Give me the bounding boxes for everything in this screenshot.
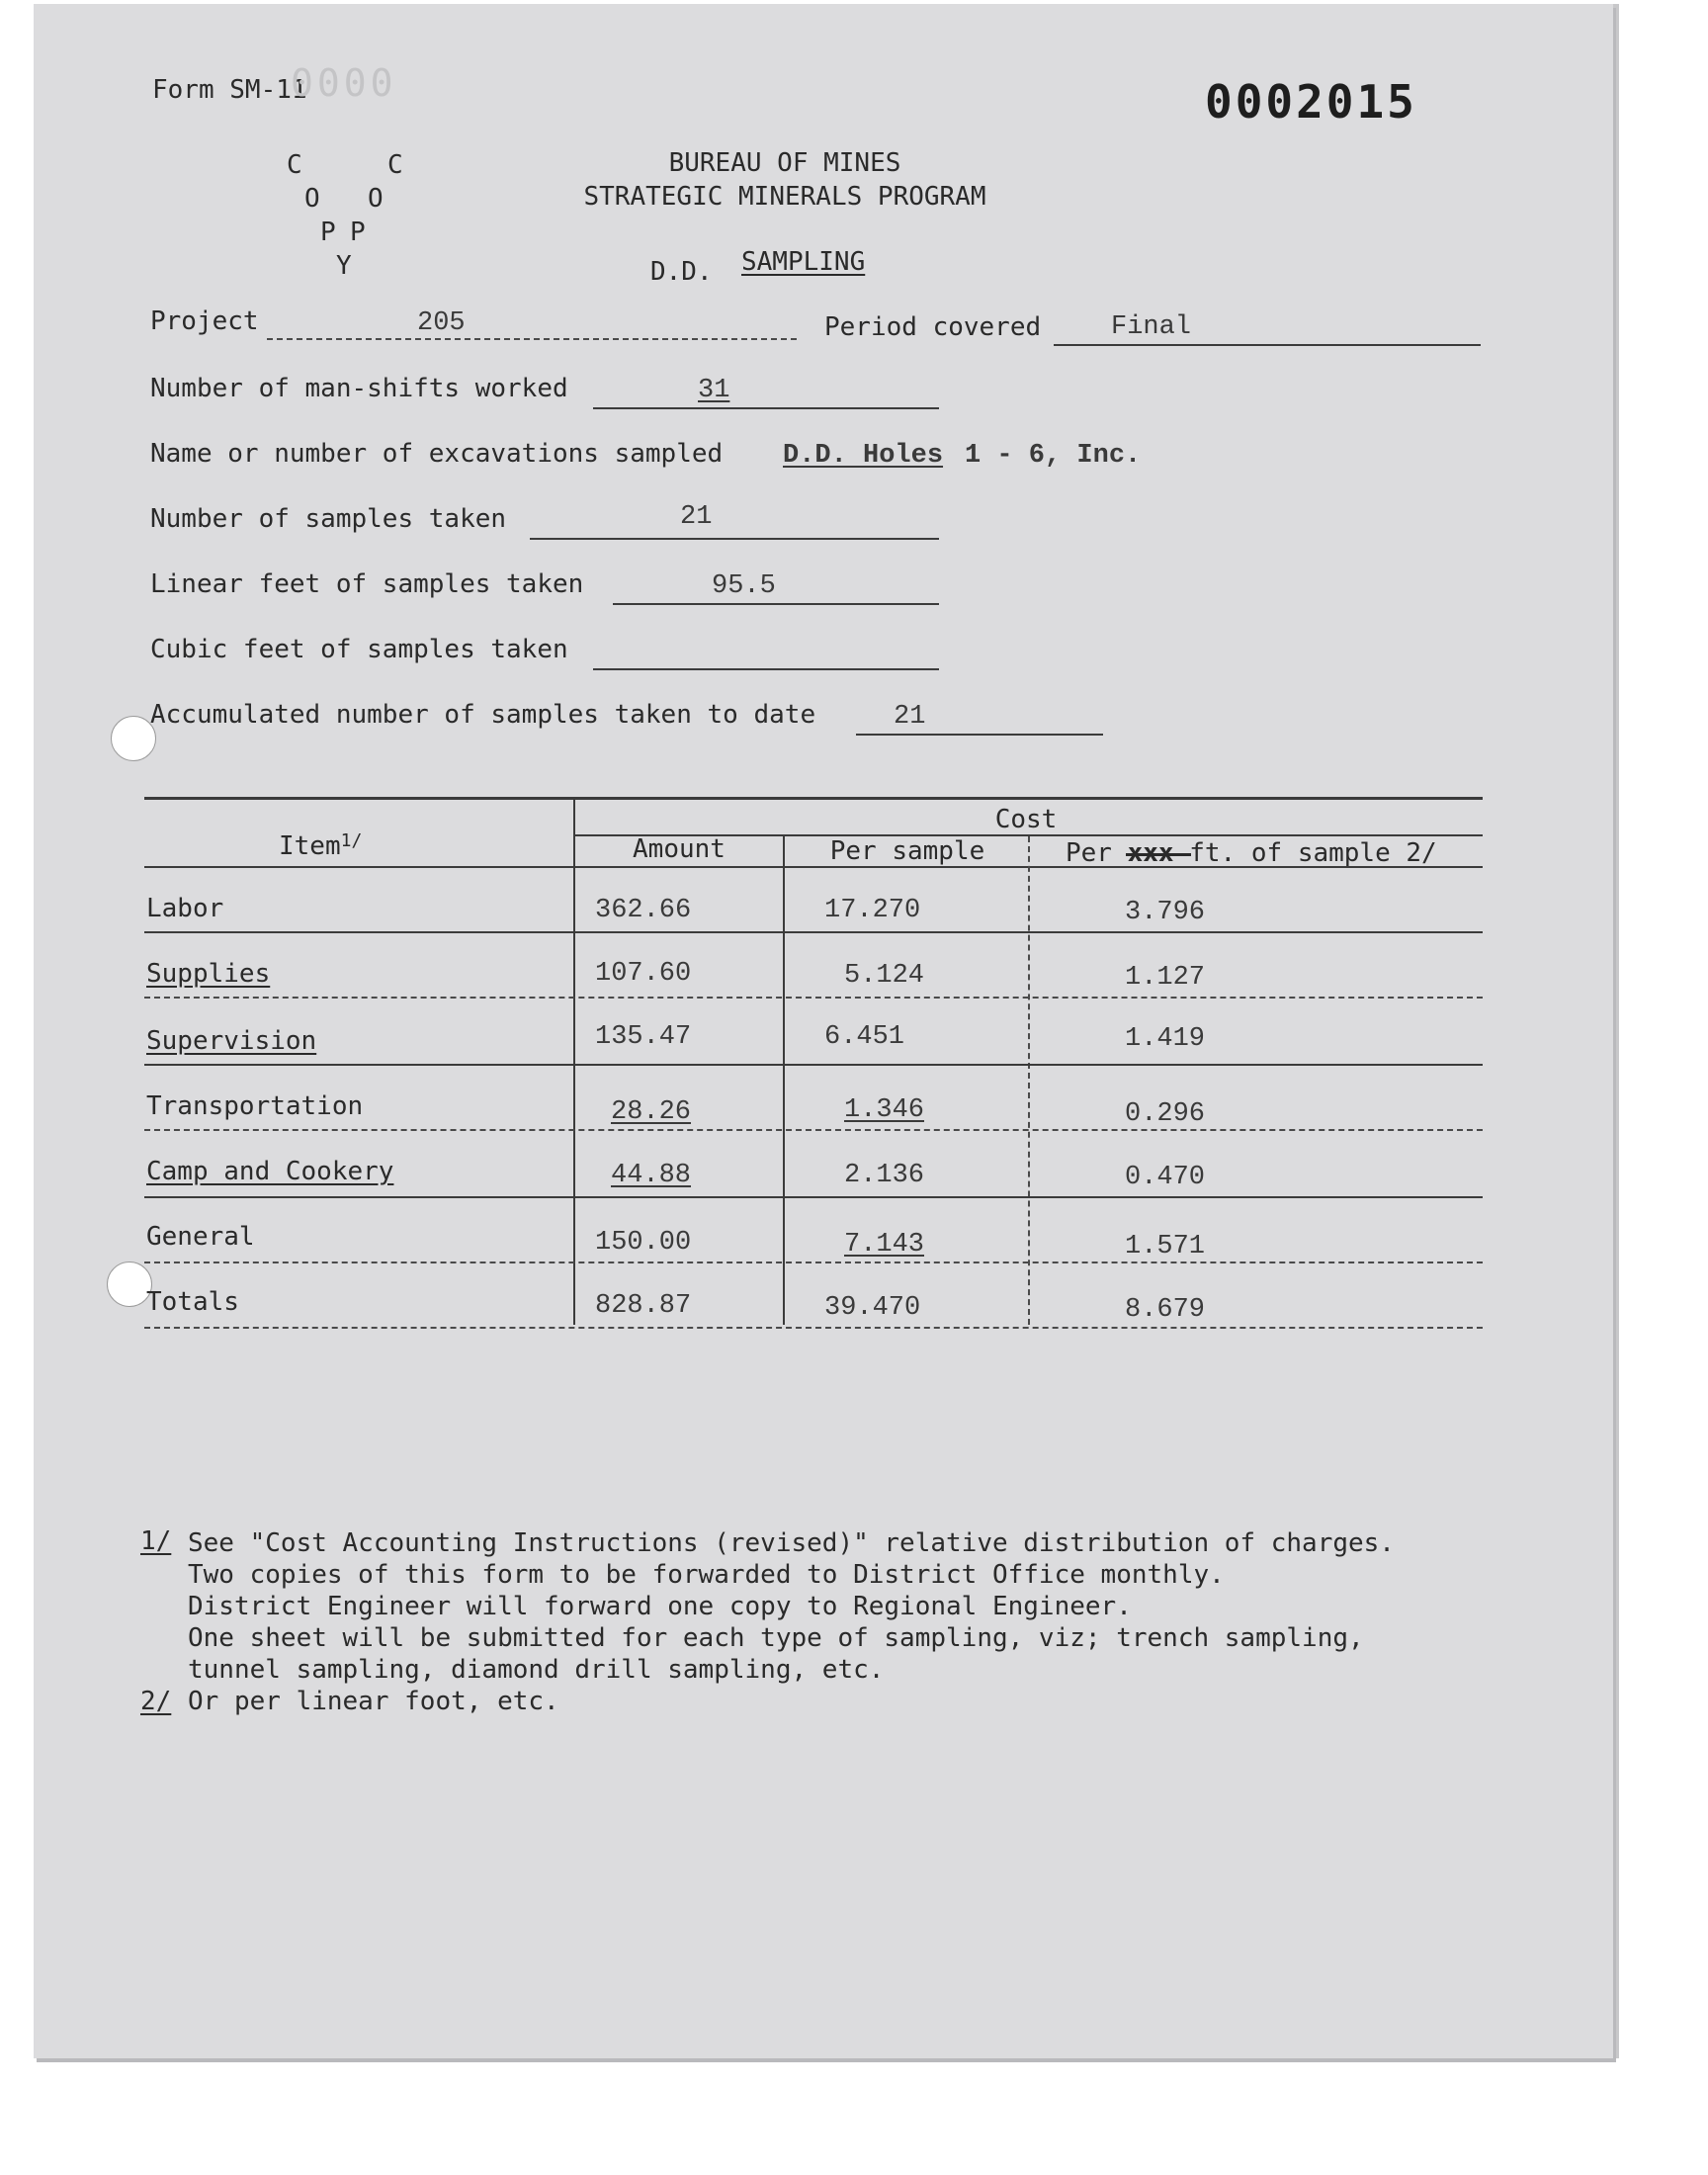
row-amount: 135.47 [595, 1022, 692, 1052]
copy-letter: P [350, 218, 366, 247]
program-title: STRATEGIC MINERALS PROGRAM [583, 182, 986, 212]
row-amount: 150.00 [595, 1228, 692, 1258]
row-item-supervision: Supervision [146, 1026, 317, 1056]
footnote-2-text: Or per linear foot, etc. [188, 1687, 559, 1716]
man-shifts-line [593, 407, 939, 409]
row-amount: 107.60 [595, 959, 692, 989]
row-per-sample: 2.136 [844, 1161, 925, 1190]
copy-letter: P [320, 218, 336, 247]
cubic-feet-label: Cubic feet of samples taken [150, 635, 568, 664]
accumulated-value: 21 [894, 702, 926, 732]
dd-prefix: D.D. [650, 257, 713, 287]
footnote-1-line: See "Cost Accounting Instructions (revised)" relative distribution of charges. [188, 1528, 1395, 1558]
accumulated-line [856, 734, 1103, 736]
row-item-supplies: Supplies [146, 959, 271, 989]
form-sheet [34, 4, 1613, 2058]
struck-out-text: xxx [1128, 838, 1190, 868]
row-per-sample: 1.346 [844, 1095, 925, 1125]
samples-label: Number of samples taken [150, 504, 507, 534]
cubic-feet-line [593, 668, 939, 670]
excavations-value: D.D. Holes [783, 441, 944, 471]
project-line [267, 338, 797, 340]
amount-header: Amount [633, 834, 726, 864]
row-per-sample: 17.270 [824, 896, 921, 925]
agency-title: BUREAU OF MINES [668, 148, 901, 178]
man-shifts-value: 31 [698, 376, 730, 405]
project-label: Project [150, 306, 259, 336]
table-bottom-rule [144, 1327, 1483, 1329]
footnote-1-line: One sheet will be submitted for each type of sampling, viz; trench sampling, [188, 1623, 1364, 1653]
row-rule [144, 1262, 1483, 1263]
per-sample-header: Per sample [829, 836, 985, 866]
row-per-ft: 1.571 [1125, 1232, 1206, 1262]
per-ft-header: Per xxx ft. of sample 2/ [1066, 838, 1437, 868]
copy-letter: O [368, 184, 384, 214]
row-per-ft: 1.127 [1125, 963, 1206, 993]
row-amount: 362.66 [595, 896, 692, 925]
row-per-sample: 7.143 [844, 1230, 925, 1260]
header-bottom-rule [144, 866, 1483, 868]
copy-letter: O [304, 184, 320, 214]
copy-letter: C [387, 150, 403, 180]
item-header: Item$^{1/}$ [279, 830, 363, 861]
row-amount: 44.88 [611, 1161, 692, 1190]
punch-hole [111, 716, 156, 761]
row-item-general: General [146, 1222, 255, 1252]
faint-stamp: 0000 [291, 61, 397, 105]
footnote-1-mark: 1/ [140, 1526, 172, 1556]
accumulated-label: Accumulated number of samples taken to date [150, 700, 816, 730]
row-item-camp-and-cookery: Camp and Cookery [146, 1157, 394, 1186]
column-divider [573, 797, 575, 1325]
linear-feet-value: 95.5 [712, 571, 776, 601]
linear-feet-label: Linear feet of samples taken [150, 569, 584, 599]
column-divider [1028, 836, 1030, 1325]
row-amount: 28.26 [611, 1097, 692, 1127]
row-per-ft: 0.296 [1125, 1099, 1206, 1129]
row-rule [144, 1129, 1483, 1131]
row-amount: 828.87 [595, 1291, 692, 1321]
excavations-label: Name or number of excavations sampled [150, 439, 724, 469]
footnote-1-line: District Engineer will forward one copy to Regional Engineer. [188, 1592, 1132, 1621]
row-per-ft: 1.419 [1125, 1024, 1206, 1054]
form-title: SAMPLING [741, 247, 866, 277]
footnote-1-line: tunnel sampling, diamond drill sampling, etc. [188, 1655, 885, 1685]
row-rule [144, 1196, 1483, 1198]
row-per-ft: 8.679 [1125, 1295, 1206, 1325]
footnote-2-mark: 2/ [140, 1687, 172, 1716]
row-item-totals: Totals [146, 1287, 239, 1317]
period-label: Period covered [824, 312, 1042, 342]
row-item-transportation: Transportation [146, 1091, 364, 1121]
period-line [1054, 344, 1481, 346]
row-rule [144, 931, 1483, 933]
row-per-sample: 5.124 [844, 961, 925, 991]
row-per-sample: 39.470 [824, 1293, 921, 1323]
column-divider [783, 836, 785, 1325]
row-rule [144, 997, 1483, 999]
row-per-ft: 0.470 [1125, 1163, 1206, 1192]
document-number: 0002015 [1205, 75, 1417, 129]
row-item-labor: Labor [146, 894, 224, 923]
project-value: 205 [417, 308, 466, 338]
copy-letter: C [287, 150, 302, 180]
samples-line [530, 538, 939, 540]
footnote-1-line: Two copies of this form to be forwarded to District Office monthly. [188, 1560, 1225, 1590]
excavations-suffix: 1 - 6, Inc. [965, 441, 1142, 471]
row-per-ft: 3.796 [1125, 898, 1206, 927]
linear-feet-line [613, 603, 939, 605]
samples-value: 21 [680, 502, 713, 532]
form-id: Form SM-11 [152, 75, 307, 105]
period-value: Final [1111, 312, 1192, 342]
copy-letter: Y [336, 251, 352, 281]
table-top-rule [144, 797, 1483, 800]
man-shifts-label: Number of man-shifts worked [150, 374, 568, 403]
cost-header: Cost [994, 805, 1058, 834]
row-rule [144, 1064, 1483, 1066]
row-per-sample: 6.451 [824, 1022, 905, 1052]
